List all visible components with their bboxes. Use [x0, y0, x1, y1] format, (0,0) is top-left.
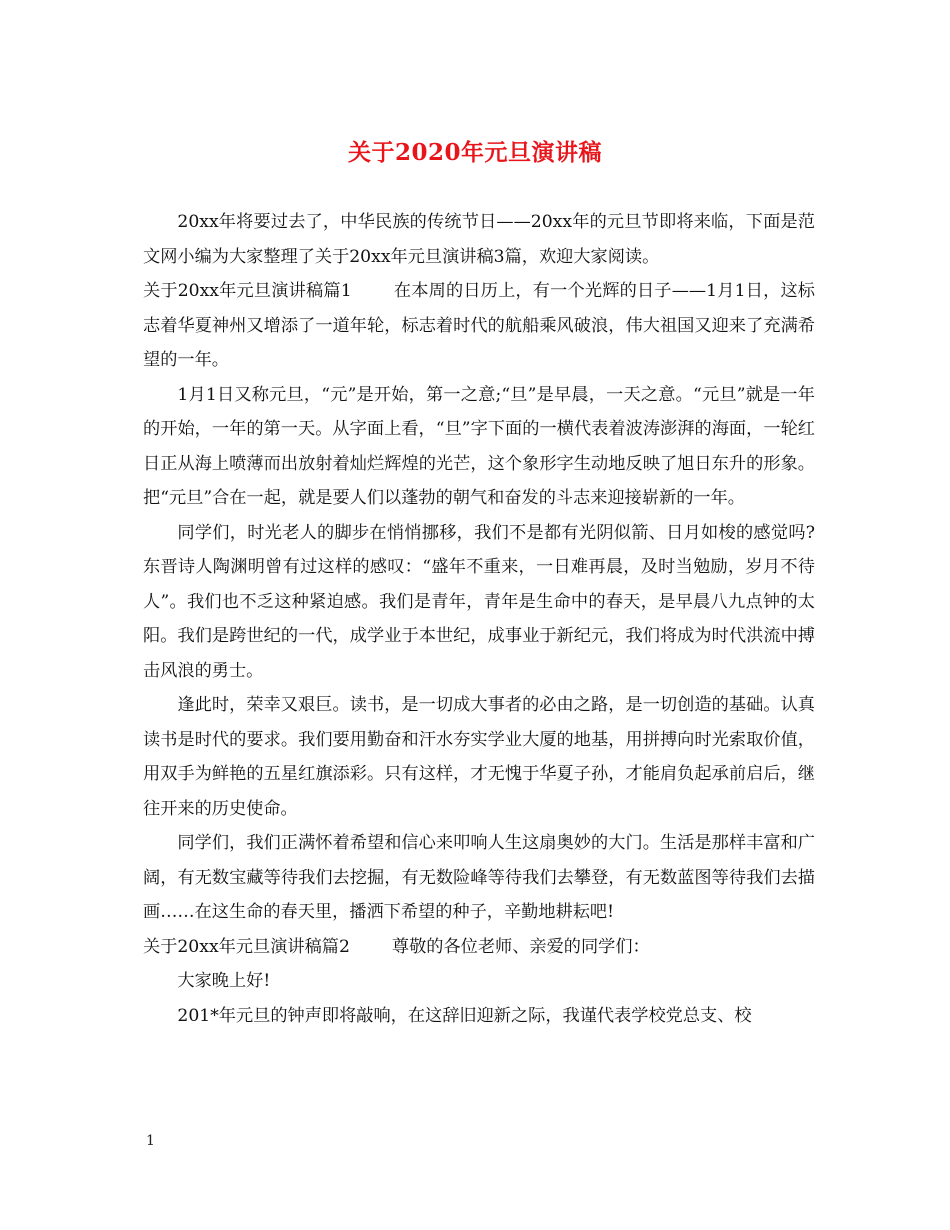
section-2-text: 尊敬的各位老师、亲爱的同学们：	[391, 936, 650, 957]
section-2-heading: 关于20xx年元旦演讲稿篇2	[143, 936, 350, 957]
section-1-heading: 关于20xx年元旦演讲稿篇1	[143, 281, 352, 301]
greeting-paragraph: 大家晚上好!	[177, 971, 271, 991]
body-paragraph: 逢此时，荣幸又艰巨。读书，是一切成大事者的必由之路，是一切创造的基础。认真读书是时代的要求。我们要用勤奋和汗水夯实学业大厦的地基，用拼搏向时光索取价值，用双手为鲜艳的五星红旗添彩。只有这样，才无愧于华夏子孙，才能肩负起承前启后，继往开来的历史使命。	[143, 695, 815, 819]
section-1-paragraph	[143, 274, 815, 378]
section-1-text: 在本周的日历上，有一个光辉的日子——1月1日，这标志着华夏神州又增添了一道年轮，标志着时代的航船乘风破浪，伟大祖国又迎来了充满希望的一年。	[143, 281, 815, 370]
body-paragraph: 1月1日又称元旦，“元”是开始，第一之意;“旦”是早晨，一天之意。“元旦”就是一年的开始，一年的第一天。从字面上看，“旦”字下面的一横代表着波涛澎湃的海面，一轮红日正从海上喷薄而出放射着灿烂辉煌的光芒，这个象形字生动地反映了旭日东升的形象。把“元旦”合在一起，就是要人们以蓬勃的朝气和奋发的斗志来迎接崭新的一年。	[143, 384, 815, 508]
body-paragraph: 同学们，我们正满怀着希望和信心来叩响人生这扇奥妙的大门。生活是那样丰富和广阔，有无数宝藏等待我们去挖掘，有无数险峰等待我们去攀登，有无数蓝图等待我们去描画……在这生命的春天里，播洒下希望的种子，辛勤地耕耘吧!	[143, 833, 815, 922]
body-paragraph: 201*年元旦的钟声即将敲响，在这辞旧迎新之际，我谨代表学校党总支、校	[177, 1005, 752, 1026]
section-2-paragraph	[143, 930, 815, 965]
body-paragraph: 同学们，时光老人的脚步在悄悄挪移，我们不是都有光阴似箭、日月如梭的感觉吗?东晋诗人陶渊明曾有过这样的感叹：“盛年不重来，一日难再晨，及时当勉励，岁月不待人”。我们也不乏这种紧迫感。我们是青年，青年是生命中的春天，是早晨八九点钟的太阳。我们是跨世纪的一代，成学业于本世纪，成事业于新纪元，我们将成为时代洪流中搏击风浪的勇士。	[143, 522, 815, 681]
document-body	[143, 205, 815, 1033]
page-number: 1	[146, 1133, 155, 1149]
document-title: 关于2020年元旦演讲稿	[347, 139, 602, 166]
intro-paragraph: 20xx年将要过去了，中华民族的传统节日——20xx年的元旦节即将来临，下面是范文网小编为大家整理了关于20xx年元旦演讲稿3篇，欢迎大家阅读。	[143, 212, 815, 267]
